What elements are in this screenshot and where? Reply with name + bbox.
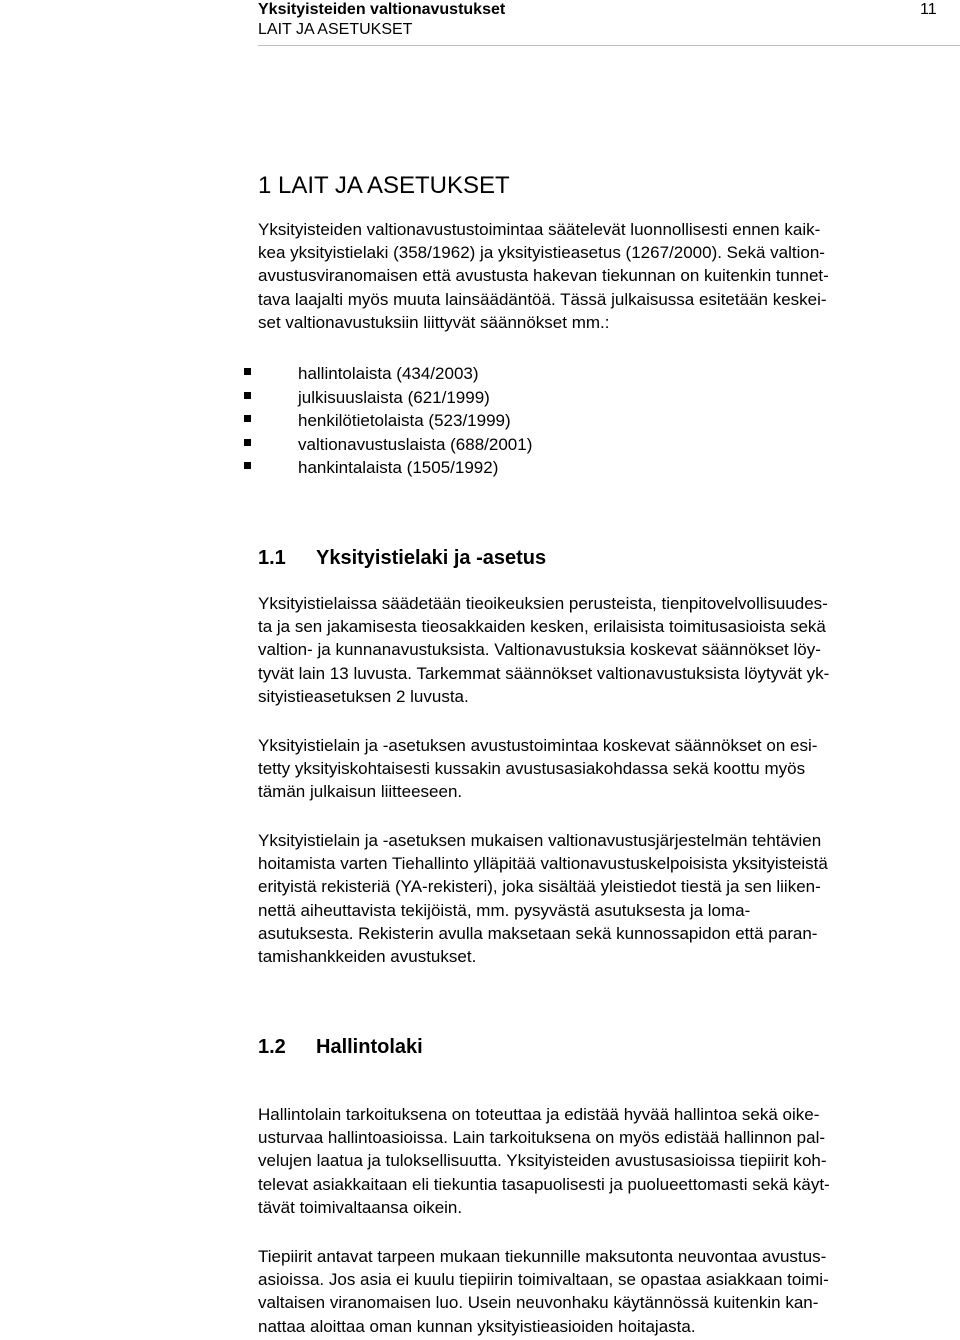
list-item-text: henkilötietolaista (523/1999) [298,411,511,430]
text-line: nattaa aloittaa oman kunnan yksityistieasioiden hoitajasta. [258,1316,696,1336]
chapter-heading: 1 LAIT JA ASETUKSET [258,172,510,199]
section-heading-1-2 [258,1035,423,1059]
text-line: Yksityistielaissa säädetään tieoikeuksien perusteista, tienpitovelvollisuudes- [258,594,828,613]
header-rule [258,45,960,46]
law-list [244,362,532,480]
section-title: Hallintolaki [316,1036,423,1058]
square-bullet-icon [244,368,251,375]
text-line: asioissa. Jos asia ei kuulu tiepiirin toimivaltaan, se opastaa asiakkaan toimi- [258,1270,829,1290]
text-line: tämän julkaisun liitteeseen. [258,782,463,802]
intro-line: set valtionavustuksiin liittyvät säännökset mm.: [258,312,610,332]
section-title: Yksityistielaki ja -asetus [316,547,547,569]
text-line: nettä aiheuttavista tekijöistä, mm. pysyvästä asutuksesta ja loma- [258,900,751,920]
page-number: 11 [920,1,937,18]
text-line: valtion- ja kunnanavustuksista. Valtionavustuksia koskevat säännökset löy- [258,640,821,660]
text-line: sityistieasetuksen 2 luvusta. [258,686,469,706]
text-line: tyvät lain 13 luvusta. Tarkemmat säännökset valtionavustuksista löytyvät yk- [258,663,830,683]
running-header [258,0,505,40]
square-bullet-icon [244,462,251,469]
text-line: usturvaa hallintoasioissa. Lain tarkoituksena on myös edistää hallinnon pal- [258,1128,826,1148]
list-item [244,386,532,410]
text-line: Hallintolain tarkoituksena on toteuttaa ja edistää hyvää hallintoa sekä oike- [258,1105,820,1124]
square-bullet-icon [244,439,251,446]
text-line: valtaisen viranomaisen luo. Usein neuvonhaku käytännössä kuitenkin kan- [258,1293,819,1313]
running-header-title: Yksityisteiden valtionavustukset [258,1,506,18]
intro-line: Yksityisteiden valtionavustustoimintaa säätelevät luonnollisesti ennen kaik- [258,220,821,239]
text-line: Tiepiirit antavat tarpeen mukaan tiekunnille maksutonta neuvontaa avustus- [258,1247,827,1266]
running-header-subtitle: LAIT JA ASETUKSET [258,21,413,38]
text-line: ta ja sen jakamisesta tieosakkaiden kesken, erilaisista toimitusasioista sekä [258,617,826,637]
paragraph [258,1245,954,1338]
intro-paragraph [258,218,954,334]
intro-line: avustusviranomaisen että avustusta hakevan tiekunnan on kuitenkin tunnet- [258,266,829,286]
text-line: Yksityistielain ja -asetuksen avustustoimintaa koskevat säännökset on esi- [258,736,818,755]
section-number: 1.1 [258,547,286,569]
list-item [244,362,532,386]
list-item-text: hallintolaista (434/2003) [298,364,479,383]
text-line: velujen laatua ja tuloksellisuutta. Yksityisteiden avustusasioissa tiepiirit koh- [258,1151,827,1171]
list-item [244,456,532,480]
list-item-text: julkisuuslaista (621/1999) [298,387,490,407]
paragraph [258,829,954,968]
text-line: asutuksesta. Rekisterin avulla maksetaan sekä kunnossapidon että paran- [258,923,818,943]
text-line: televat asiakkaitaan eli tiekuntia tasapuolisesti ja puolueettomasti sekä käyt- [258,1174,830,1194]
paragraph [258,592,954,708]
text-line: erityistä rekisteriä (YA-rekisteri), joka sisältää yleistiedot tiestä ja sen liiken- [258,877,821,897]
section-number: 1.2 [258,1036,286,1058]
intro-line: tava laajalti myös muuta lainsäädäntöä. Tässä julkaisussa esitetään keskei- [258,289,827,309]
text-line: tamishankkeiden avustukset. [258,947,477,967]
intro-line: kea yksityistielaki (358/1962) ja yksityistieasetus (1267/2000). Sekä valtion- [258,243,825,263]
paragraph [258,734,954,804]
list-item-text: hankintalaista (1505/1992) [298,458,499,477]
square-bullet-icon [244,392,251,399]
section-heading-1-1 [258,546,546,570]
text-line: hoitamista varten Tiehallinto ylläpitää valtionavustuskelpoisista yksityisteistä [258,854,828,874]
text-line: tetty yksityiskohtaisesti kussakin avustusasiakohdassa sekä koottu myös [258,759,806,779]
list-item [244,409,532,433]
paragraph [258,1103,954,1219]
list-item [244,433,532,457]
square-bullet-icon [244,415,251,422]
list-item-text: valtionavustuslaista (688/2001) [298,434,533,454]
text-line: tävät toimivaltaansa oikein. [258,1197,463,1217]
text-line: Yksityistielain ja -asetuksen mukaisen valtionavustusjärjestelmän tehtävien [258,831,822,850]
